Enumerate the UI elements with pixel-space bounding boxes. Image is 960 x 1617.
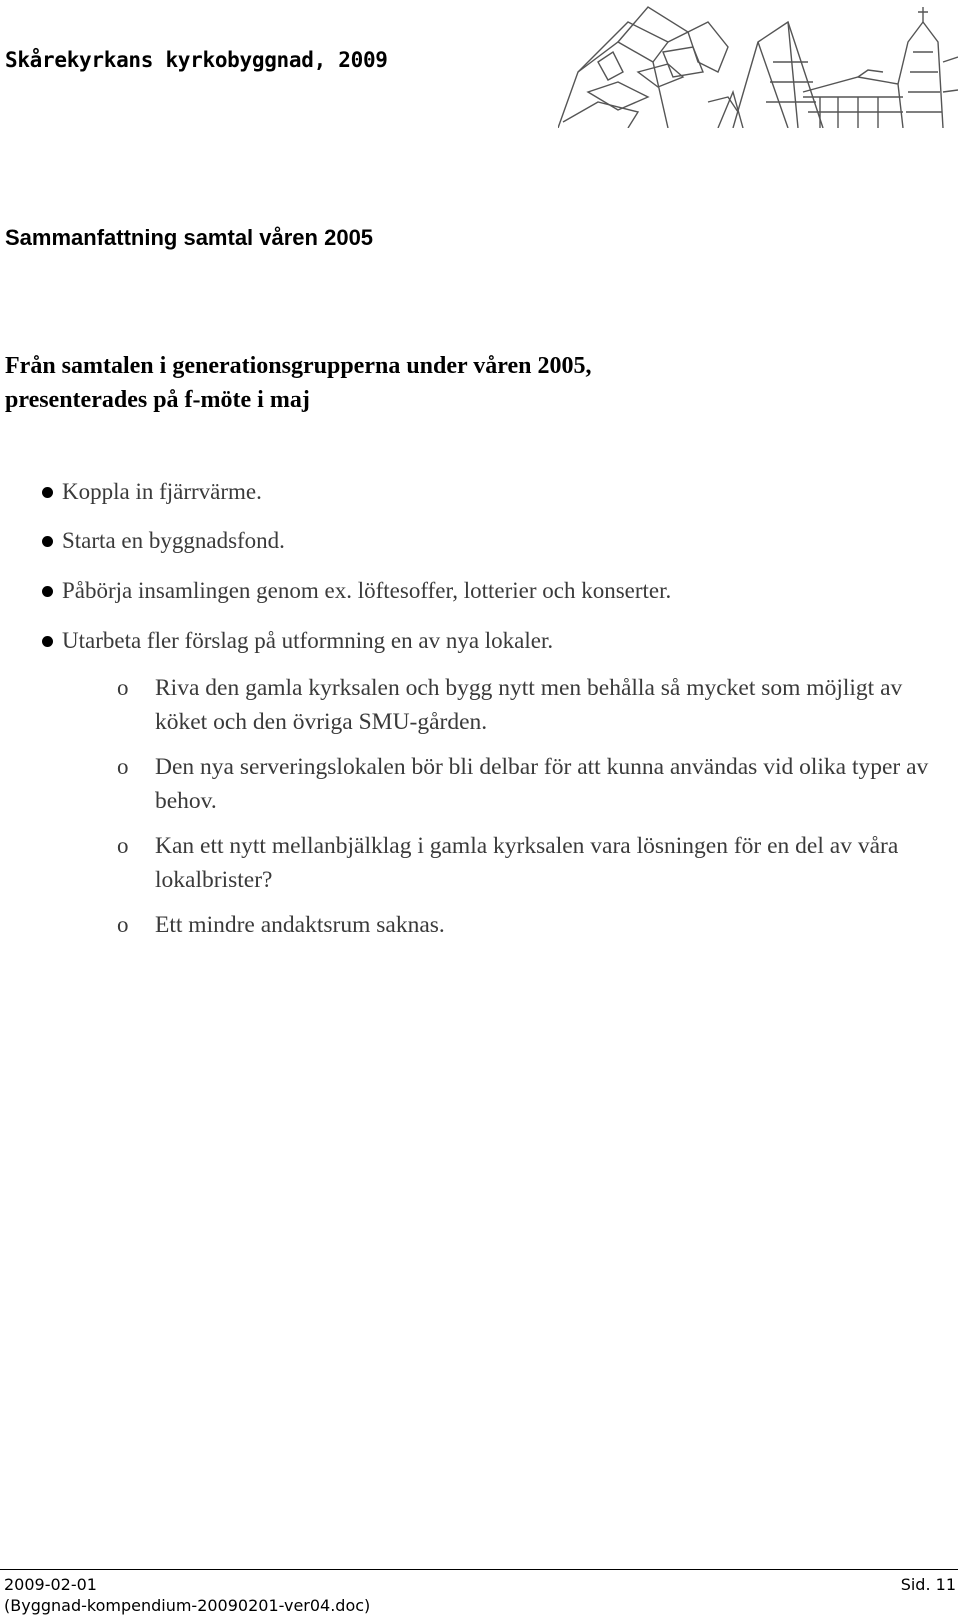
sub-bullet-marker: o bbox=[117, 833, 129, 858]
list-item: Starta en byggnadsfond. bbox=[62, 528, 285, 553]
bullet-dot-icon bbox=[42, 487, 53, 498]
subheading-line: Från samtalen i generationsgrupperna under våren 2005, bbox=[5, 353, 592, 379]
sub-list-item: Den nya serveringslokalen bör bli delbar för att kunna användas vid olika typer av behov. bbox=[155, 754, 929, 814]
sub-list-item: Ett mindre andaktsrum saknas. bbox=[155, 912, 445, 938]
page-number: Sid. 11 bbox=[900, 1575, 956, 1594]
list-item: Koppla in fjärrvärme. bbox=[62, 479, 262, 504]
list-item: Utarbeta fler förslag på utformning en av nya lokaler. bbox=[62, 628, 554, 653]
bullet-dot-icon bbox=[42, 636, 53, 647]
sub-bullet-marker: o bbox=[117, 754, 129, 779]
footer-divider bbox=[0, 1569, 958, 1570]
footer-date: 2009-02-01 bbox=[4, 1575, 97, 1594]
footer-filename: (Byggnad-kompendium-20090201-ver04.doc) bbox=[4, 1596, 371, 1615]
section-heading: Sammanfattning samtal våren 2005 bbox=[5, 225, 374, 250]
sub-list-item: Riva den gamla kyrksalen och bygg nytt men behålla så mycket som möjligt av köket och den övriga SMU-gården. bbox=[155, 675, 903, 735]
document-title: Skårekyrkans kyrkobyggnad, 2009 bbox=[5, 48, 388, 72]
sub-bullet-marker: o bbox=[117, 675, 129, 700]
subheading-line: presenterades på f-möte i maj bbox=[5, 387, 310, 413]
section-subheading bbox=[5, 349, 805, 417]
bullet-dot-icon bbox=[42, 536, 53, 547]
sub-bullet-marker: o bbox=[117, 912, 129, 937]
church-building-sketch-icon bbox=[558, 2, 958, 128]
sub-list-item: Kan ett nytt mellanbjälklag i gamla kyrksalen vara lösningen för en del av våra lokalbrister? bbox=[155, 833, 899, 893]
list-item: Påbörja insamlingen genom ex. löftesoffer, lotterier och konserter. bbox=[62, 578, 672, 603]
bullet-dot-icon bbox=[42, 586, 53, 597]
